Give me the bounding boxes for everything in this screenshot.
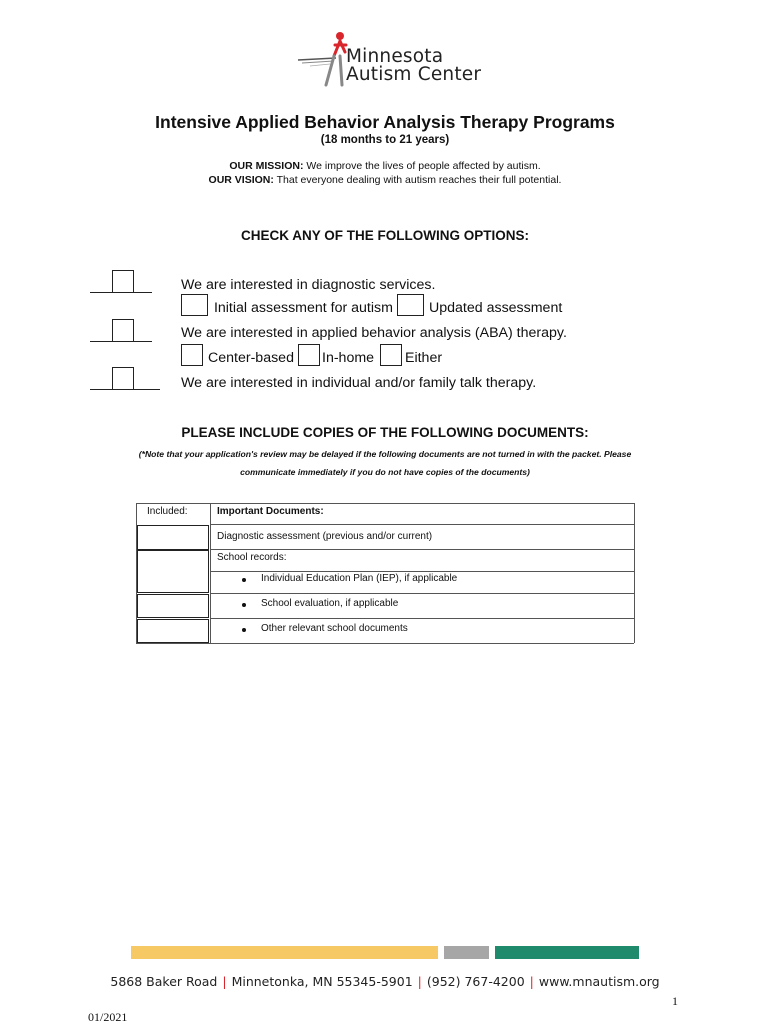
diagnostic-included-checkbox[interactable] (137, 525, 209, 550)
footer-city: Minnetonka, MN 55345-5901 (231, 974, 413, 989)
footer-bar-yellow (131, 946, 438, 959)
option-diagnostic: We are interested in diagnostic services. (181, 277, 436, 293)
page-subtitle: (18 months to 21 years) (320, 134, 450, 146)
table-border (210, 618, 634, 619)
option-talk: We are interested in individual and/or family talk therapy. (181, 375, 537, 391)
footer-bar-gray (444, 946, 489, 959)
table-border (210, 593, 634, 594)
footer-separator: | (529, 974, 534, 989)
footer-bar-green (495, 946, 639, 959)
row-diagnostic: Diagnostic assessment (previous and/or current) (217, 531, 433, 542)
footer-address (0, 974, 770, 989)
option-inhome: In-home (322, 350, 375, 366)
school-records-included-checkbox[interactable] (137, 550, 209, 593)
col-included-header: Included: (147, 506, 188, 517)
row-evaluation: School evaluation, if applicable (261, 598, 399, 609)
option-updated: Updated assessment (429, 300, 563, 316)
note-line-2: communicate immediately if you do not have copies of the documents) (240, 467, 530, 477)
options-heading: CHECK ANY OF THE FOLLOWING OPTIONS: (241, 228, 529, 243)
note-line-1: (*Note that your application's review may be delayed if the following documents are not turned in with the packet. Please (138, 449, 632, 459)
vision-text: That everyone dealing with autism reaches their full potential. (273, 174, 562, 186)
footer-phone: (952) 767-4200 (426, 974, 525, 989)
footer-separator: | (222, 974, 227, 989)
other-docs-included-checkbox[interactable] (137, 619, 209, 643)
option-aba: We are interested in applied behavior analysis (ABA) therapy. (181, 325, 567, 341)
table-border (136, 643, 634, 644)
table-border (634, 503, 635, 643)
bullet-icon (242, 628, 246, 632)
page-title: Intensive Applied Behavior Analysis Therapy Programs (155, 112, 615, 132)
documents-heading: PLEASE INCLUDE COPIES OF THE FOLLOWING DOCUMENTS: (181, 425, 589, 440)
vision-label: OUR VISION: (208, 174, 274, 186)
bullet-icon (242, 578, 246, 582)
bullet-icon (242, 603, 246, 607)
table-border (210, 549, 634, 550)
option-center: Center-based (208, 350, 294, 366)
logo-line2: Autism Center (346, 64, 482, 85)
table-border (210, 571, 634, 572)
row-iep: Individual Education Plan (IEP), if applicable (261, 573, 458, 584)
table-border (210, 524, 634, 525)
row-school-records: School records: (217, 552, 287, 563)
mission-text: We improve the lives of people affected by autism. (303, 160, 541, 172)
evaluation-included-checkbox[interactable] (137, 594, 209, 618)
row-other: Other relevant school documents (261, 623, 408, 634)
table-border (210, 503, 211, 643)
footer-street: 5868 Baker Road (110, 974, 218, 989)
option-either: Either (405, 350, 443, 366)
col-documents-header: Important Documents: (217, 506, 324, 517)
logo-line1: Minnesota (346, 46, 444, 67)
footer-separator: | (417, 974, 422, 989)
option-initial: Initial assessment for autism (213, 300, 393, 316)
page-number: 1 (672, 994, 678, 1008)
footer-web[interactable]: www.mnautism.org (538, 974, 660, 989)
mission-label: OUR MISSION: (229, 160, 304, 172)
document-date: 01/2021 (88, 1010, 128, 1024)
